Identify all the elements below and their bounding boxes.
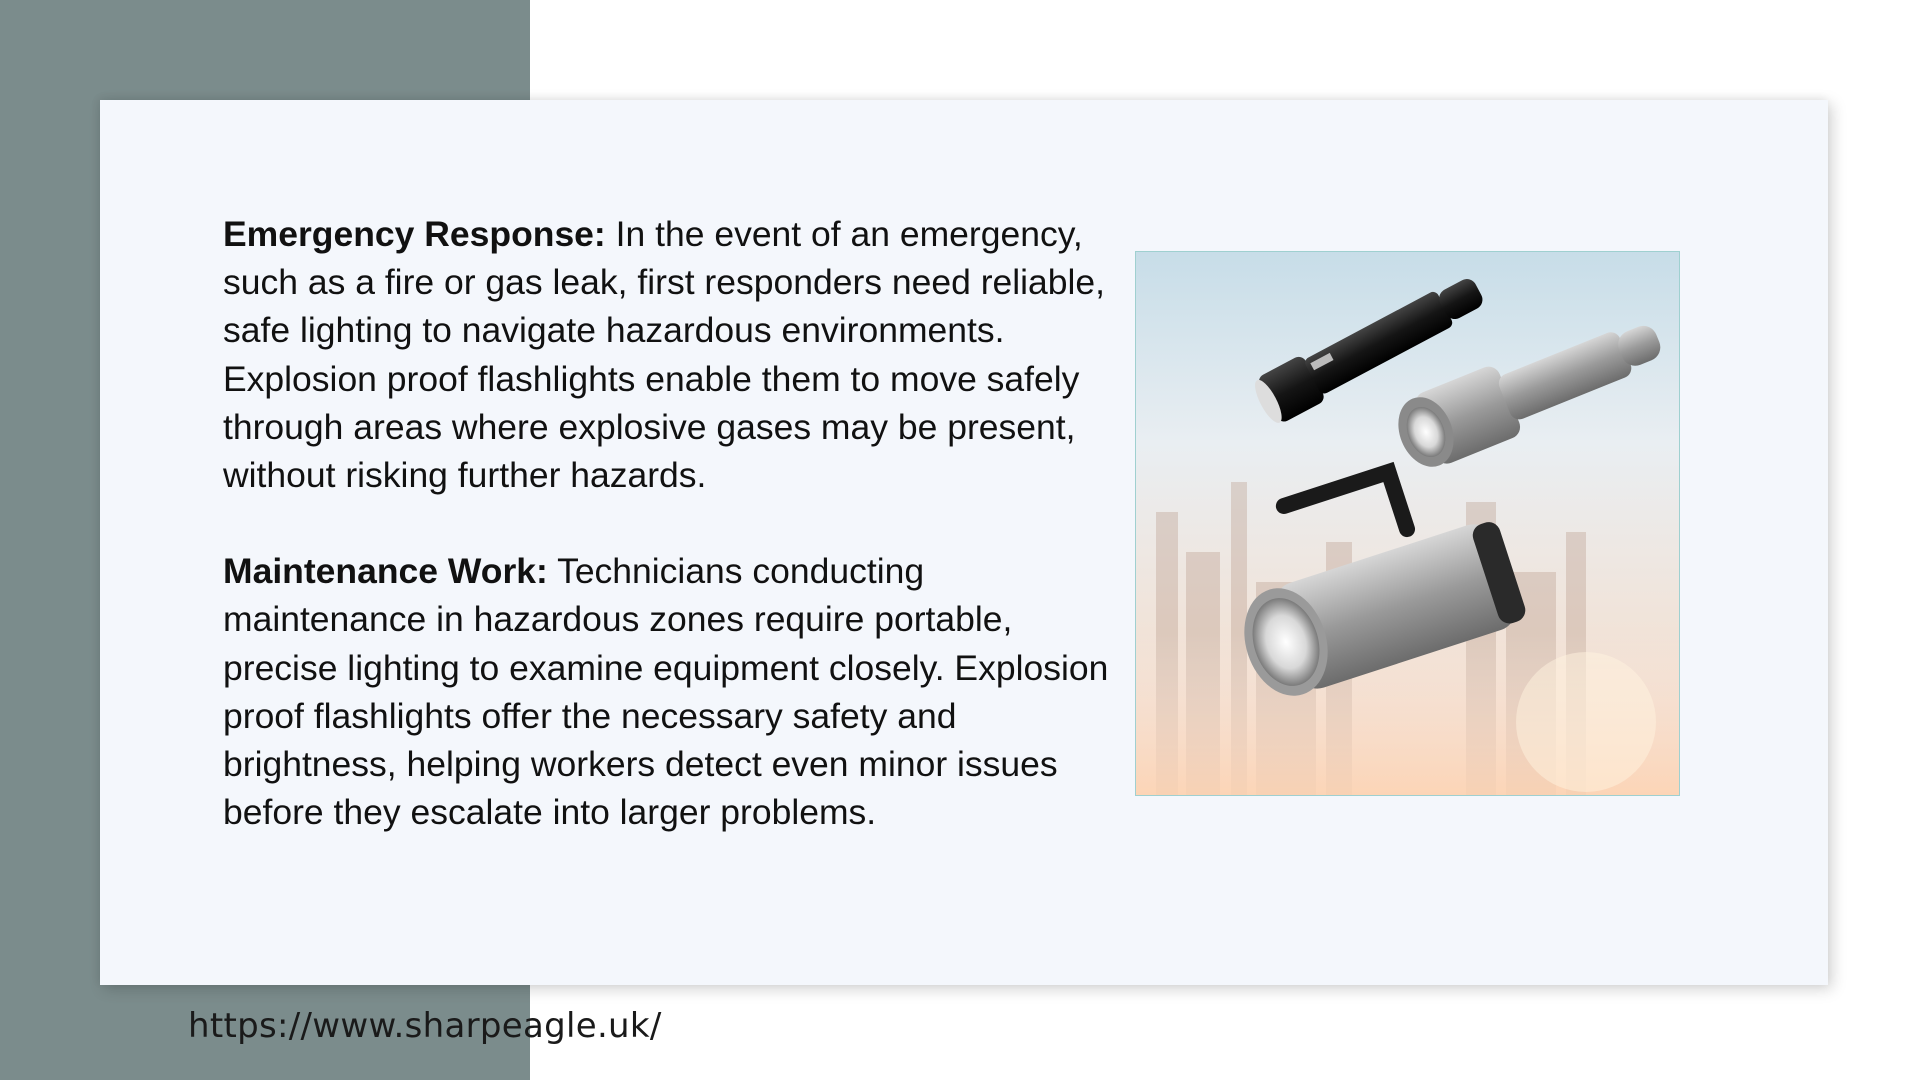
content-card <box>100 100 1828 985</box>
paragraph-title: Emergency Response: <box>223 214 606 254</box>
paragraph-emergency-response <box>223 210 1133 499</box>
text-block <box>223 210 1133 884</box>
flashlights-photo <box>1135 251 1680 796</box>
paragraph-body: Technicians conducting maintenance in hazardous zones require portable, precise lighting to examine equipment closely. Explosion proof flashlights offer the necessary safety and brightness, helping workers detect even minor issues before they escalate into larger problems. <box>223 551 1109 833</box>
paragraph-title: Maintenance Work: <box>223 551 548 592</box>
paragraph-body: In the event of an emergency, such as a fire or gas leak, first responders need reliable, safe lighting to navigate hazardous environments. Explosion proof flashlights enable them to move safely through areas where explosive gases may be present, without risking further hazards. <box>223 214 1106 496</box>
flashlights-illustration <box>1136 252 1679 795</box>
paragraph-maintenance-work <box>223 547 1133 836</box>
footer-url[interactable]: https://www.sharpeagle.uk/ <box>188 1006 662 1046</box>
